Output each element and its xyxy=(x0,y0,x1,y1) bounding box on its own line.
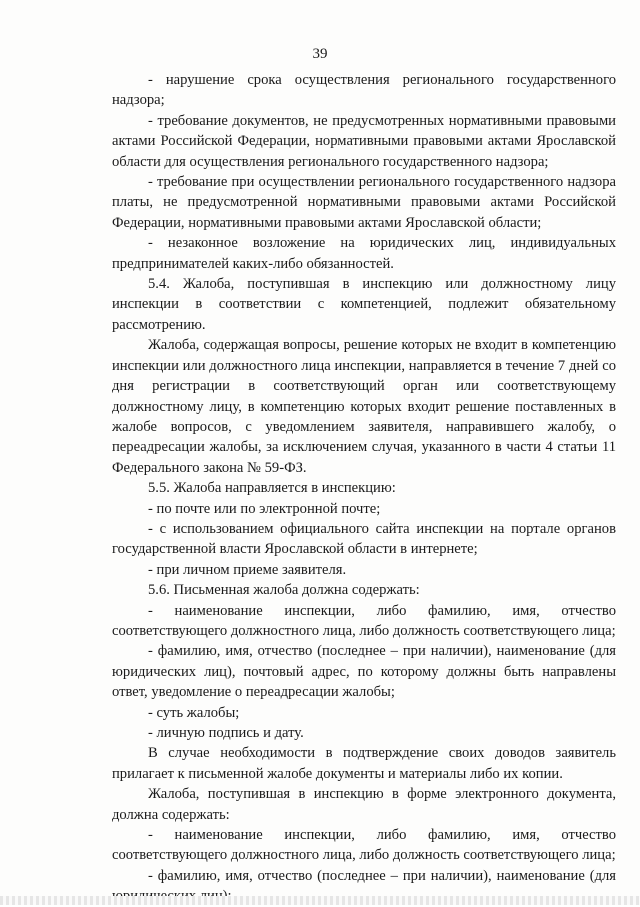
paragraph: Жалоба, поступившая в инспекцию в форме электронного документа, должна содержать: xyxy=(112,786,616,823)
scan-edge xyxy=(0,896,640,905)
paragraph: - требование документов, не предусмотренных нормативными правовыми актами Российской Федерации, нормативными правовыми актами Ярославской области для осуществления регионального государственного надзора; xyxy=(112,112,616,170)
paragraph: - требование при осуществлении регионального государственного надзора платы, не предусмотренной нормативными правовыми актами Российской Федерации, нормативными правовыми актами Ярославской области; xyxy=(112,174,616,231)
paragraph: - с использованием официального сайта инспекции на портале органов государственной власти Ярославской области в интернете; xyxy=(112,520,616,558)
paragraph: - по почте или по электронной почте; xyxy=(148,500,381,517)
paragraph: - при личном приеме заявителя. xyxy=(148,561,347,578)
paragraph: - фамилию, имя, отчество (последнее – при наличии), наименование (для юридических лиц), почтовый адрес, по которому должны быть направлены ответ, уведомление о переадресации жалобы; xyxy=(112,643,616,701)
paragraph: - незаконное возложение на юридических лиц, индивидуальных предпринимателей каких-либо обязанностей. xyxy=(112,235,616,272)
page-number: 39 xyxy=(312,46,328,62)
paragraph: - наименование инспекции, либо фамилию, имя, отчество соответствующего должностного лица, либо должность соответствующего лица; xyxy=(112,602,616,639)
paragraph: - личную подпись и дату. xyxy=(148,725,304,741)
paragraph: - суть жалобы; xyxy=(148,704,240,721)
paragraph: В случае необходимости в подтверждение своих доводов заявитель прилагает к письменной жалобе документы и материалы либо их копии. xyxy=(112,745,616,782)
paragraph: 5.6. Письменная жалоба должна содержать: xyxy=(148,582,420,599)
paragraph: 5.4. Жалоба, поступившая в инспекцию или должностному лицу инспекции в соответствии с компетенцией, подлежит обязательному рассмотрению. xyxy=(112,276,616,333)
paragraph: - нарушение срока осуществления регионального государственного надзора; xyxy=(112,72,616,109)
paragraph: - фамилию, имя, отчество (последнее – при наличии), наименование (для xyxy=(148,867,616,884)
paragraph: 5.5. Жалоба направляется в инспекцию: xyxy=(148,480,396,497)
paragraph: Жалоба, содержащая вопросы, решение которых не входит в компетенцию инспекции или должностного лица инспекции, направляется в течение 7 дней со дня регистрации в соответствующий орган или соответствующему должностному лицу, в компетенцию которых входит решение поставленных в жалобе вопросов, с уведомлением заявителя, направившего жалобу, о переадресации жалобы, за исключением случая, указанного в части 4 статьи 11 Федерального закона № 59-ФЗ. xyxy=(112,337,616,476)
document-body xyxy=(112,70,616,907)
paragraph: - наименование инспекции, либо фамилию, имя, отчество соответствующего должностного лица, либо должность соответствующего лица; xyxy=(112,827,616,864)
